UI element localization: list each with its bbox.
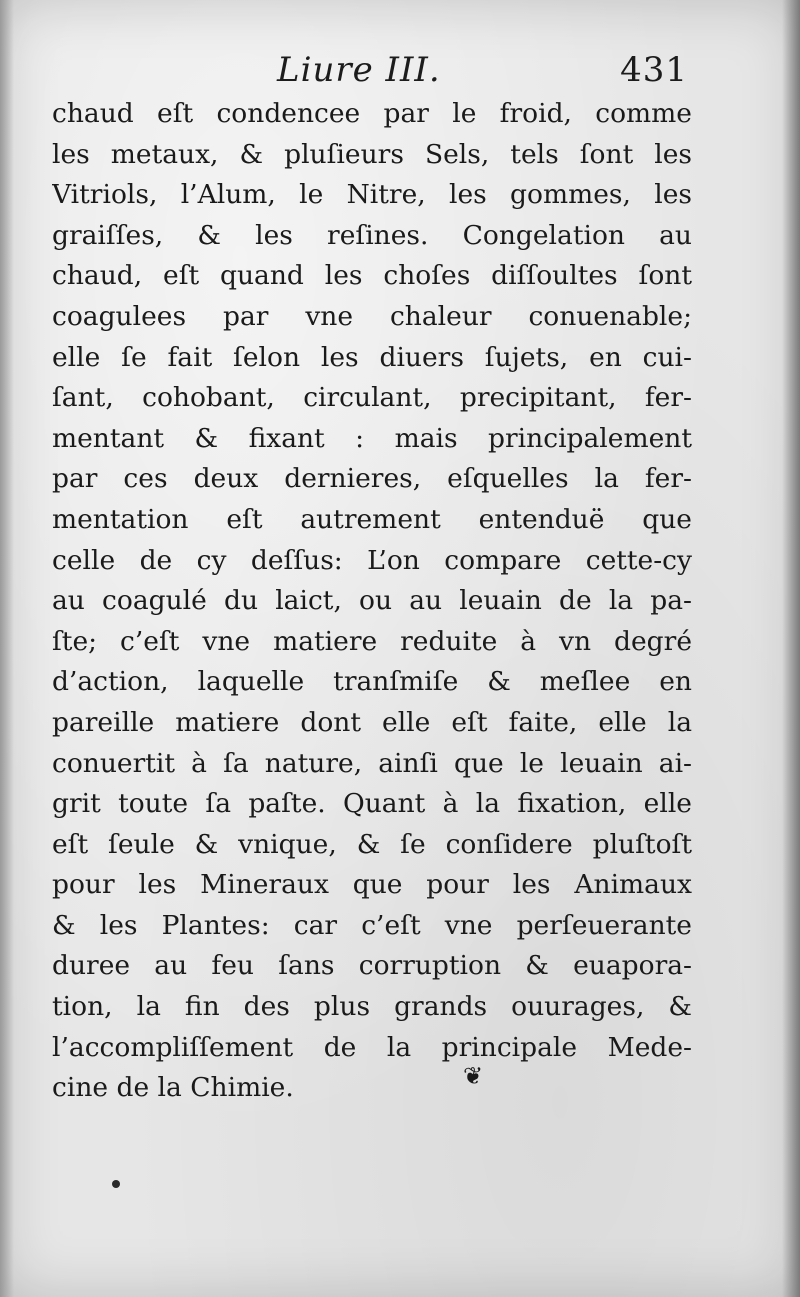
text-line: par ces deux dernieres, eſquelles la fer-	[52, 463, 692, 495]
body-text	[52, 94, 692, 1109]
text-line: conuertit à ſa nature, ainſi que le leuain ai-	[52, 747, 692, 779]
text-line: tion, la fin des plus grands ouurages, &	[52, 991, 692, 1023]
text-line: ſant, cohobant, circulant, precipitant, fer-	[52, 382, 692, 414]
text-line: chaud eſt condencee par le froid, comme	[52, 98, 692, 129]
text-line: chaud, eſt quand les choſes diſſoultes ſont	[52, 260, 692, 292]
text-line: au coagulé du laict, ou au leuain de la pa-	[52, 585, 692, 617]
text-line: les metaux, & pluſieurs Sels, tels ſont les	[52, 138, 692, 170]
page-right-edge-shadow	[782, 0, 800, 1297]
page-left-edge-shadow	[0, 0, 14, 1297]
text-line: ſte; c’eſt vne matiere reduite à vn degré	[52, 625, 692, 657]
text-line: celle de cy deſſus: L’on compare cette-cy	[52, 544, 692, 576]
running-head	[52, 46, 688, 94]
text-line: graiſſes, & les reſines. Congelation au	[52, 219, 692, 251]
text-line: coagulees par vne chaleur conuenable;	[52, 300, 692, 332]
page-number: 431	[620, 50, 688, 90]
text-line: pour les Mineraux que pour les Animaux	[52, 869, 692, 901]
text-line: mentation eſt autrement entenduë que	[52, 503, 692, 535]
text-line: d’action, laquelle tranſmiſe & meſlee en	[52, 666, 692, 698]
text-line-last: cine de la Chimie.	[52, 1072, 294, 1104]
text-line: Vitriols, l’Alum, le Nitre, les gommes, les	[52, 179, 692, 211]
text-line: eſt ſeule & vnique, & ſe conſidere pluſtoſt	[52, 828, 692, 860]
text-line: grit toute ſa paſte. Quant à la fixation, elle	[52, 788, 692, 820]
text-line: mentant & fixant : mais principalement	[52, 422, 692, 454]
text-line: duree au feu ſans corruption & euapora-	[52, 950, 692, 982]
text-line: l’accompliſſement de la principale Mede-	[52, 1031, 692, 1063]
ink-spot	[112, 1180, 120, 1188]
text-line: elle ſe fait ſelon les diuers ſujets, en cui-	[52, 341, 692, 373]
fleuron-ornament-icon: ❦	[463, 1062, 484, 1090]
running-title: Liure III.	[277, 50, 441, 90]
text-line: & les Plantes: car c’eſt vne perſeuerante	[52, 909, 692, 941]
text-line: pareille matiere dont elle eſt faite, elle la	[52, 706, 692, 738]
